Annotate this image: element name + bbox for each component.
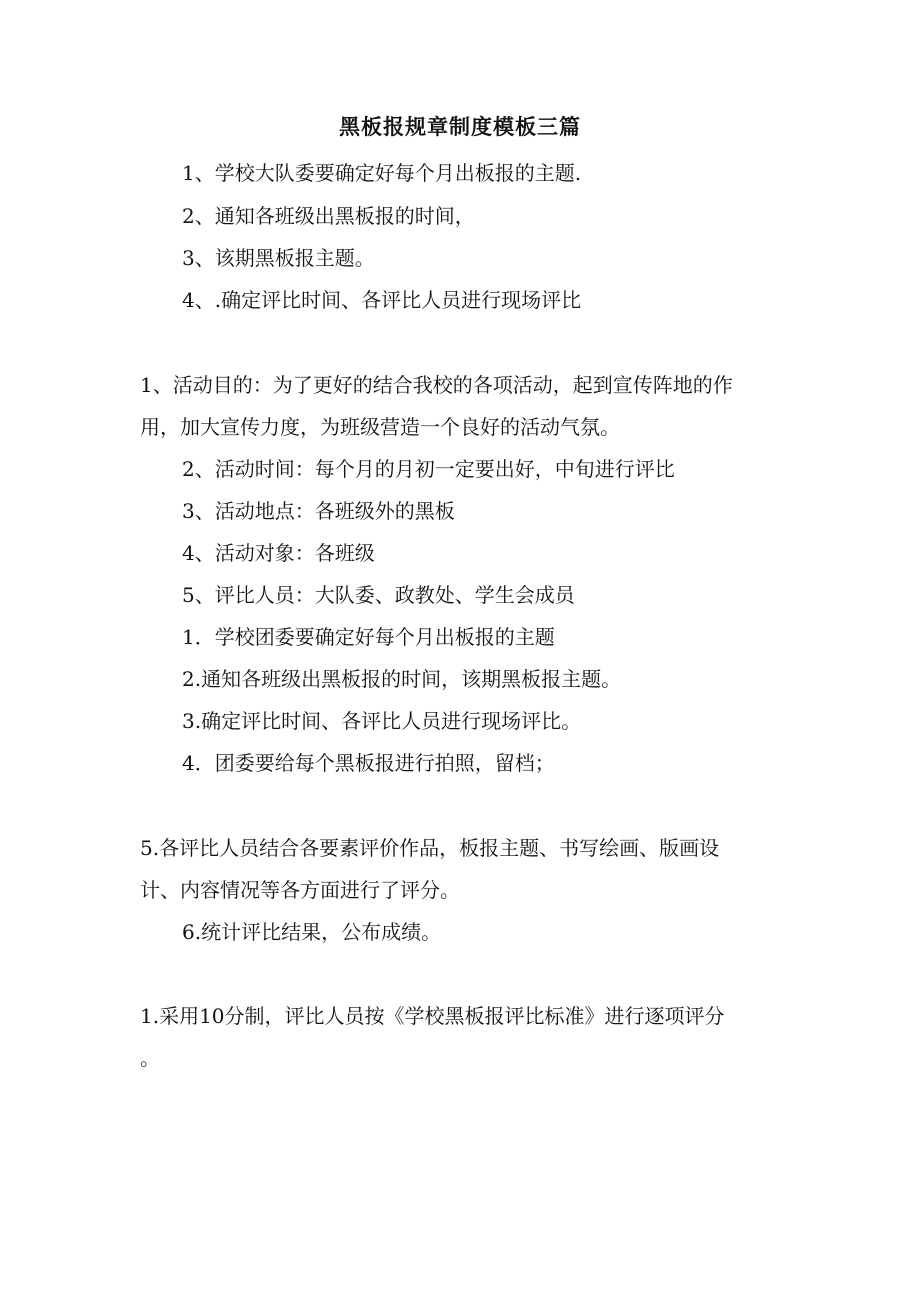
page-title: 黑板报规章制度模板三篇 [339, 114, 581, 139]
paragraph-line: 3.确定评比时间、各评比人员进行现场评比。 [182, 709, 582, 733]
paragraph-line: 2、活动时间：每个月的月初一定要出好，中旬进行评比 [182, 457, 675, 481]
paragraph-line: 6.统计评比结果，公布成绩。 [182, 920, 442, 944]
paragraph-line: 1．学校团委要确定好每个月出板报的主题 [182, 625, 555, 649]
paragraph-line: 4．团委要给每个黑板报进行拍照，留档； [182, 751, 555, 775]
paragraph-line: 4、.确定评比时间、各评比人员进行现场评比 [182, 288, 582, 312]
paragraph-line: 5.各评比人员结合各要素评价作品，板报主题、书写绘画、版画设 [140, 836, 720, 860]
paragraph-line: 2、通知各班级出黑板报的时间， [182, 204, 475, 228]
paragraph-line: 3、该期黑板报主题。 [182, 246, 375, 270]
paragraph-line: 1.采用10分制，评比人员按《学校黑板报评比标准》进行逐项评分 [140, 1004, 725, 1028]
paragraph-line: 5、评比人员：大队委、政教处、学生会成员 [182, 583, 575, 607]
paragraph-line: 3、活动地点：各班级外的黑板 [182, 499, 455, 523]
paragraph-line: 计、内容情况等各方面进行了评分。 [140, 878, 460, 902]
paragraph-line: 1、学校大队委要确定好每个月出板报的主题. [182, 161, 582, 185]
paragraph-line: 用，加大宣传力度，为班级营造一个良好的活动气氛。 [140, 415, 620, 439]
paragraph-line: 1、活动目的：为了更好的结合我校的各项活动，起到宣传阵地的作 [140, 373, 733, 397]
paragraph-line: 4、活动对象：各班级 [182, 541, 375, 565]
paragraph-line: 。 [140, 1046, 160, 1070]
paragraph-line: 2.通知各班级出黑板报的时间，该期黑板报主题。 [182, 667, 622, 691]
